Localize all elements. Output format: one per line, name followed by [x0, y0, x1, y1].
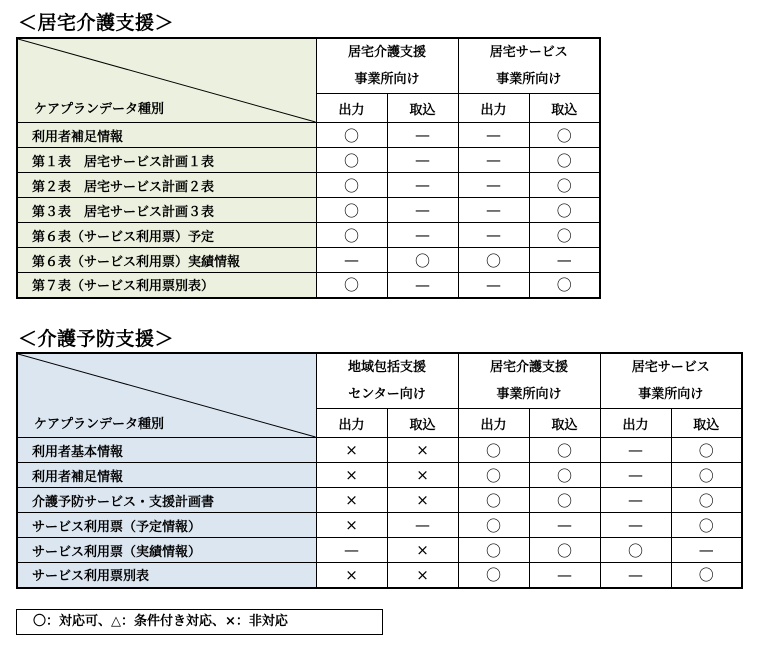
- support-mark: 〇: [458, 563, 529, 588]
- section-title-yobou: ＜介護予防支援＞: [18, 328, 175, 350]
- support-mark: —: [600, 438, 671, 463]
- row-label: 第３表 居宅サービス計画３表: [17, 198, 316, 223]
- support-mark: 〇: [316, 173, 387, 198]
- support-mark: —: [387, 513, 458, 538]
- support-mark: 〇: [529, 148, 600, 173]
- support-mark: 〇: [458, 248, 529, 273]
- support-mark: 〇: [529, 198, 600, 223]
- table-row: [17, 438, 742, 463]
- corner-label: ケアプランデータ種別: [34, 417, 165, 432]
- support-mark: —: [529, 248, 600, 273]
- group-header-line1: 居宅サービス: [631, 360, 710, 375]
- group-header-line1: 居宅介護支援: [347, 45, 426, 60]
- support-mark: 〇: [458, 538, 529, 563]
- support-mark: 〇: [529, 273, 600, 298]
- group-header-line1: 居宅サービス: [489, 45, 568, 60]
- corner-label: ケアプランデータ種別: [34, 102, 165, 117]
- table-row: [17, 488, 742, 513]
- table-row: [17, 123, 600, 148]
- table-row: [17, 563, 742, 588]
- row-label: 第１表 居宅サービス計画１表: [17, 148, 316, 173]
- support-mark: ×: [316, 513, 387, 538]
- support-mark: —: [458, 198, 529, 223]
- row-label: サービス利用票（予定情報）: [17, 513, 316, 538]
- row-label: 第２表 居宅サービス計画２表: [17, 173, 316, 198]
- table-row: [17, 273, 600, 298]
- group-header-line2: 事業所向け: [354, 72, 420, 87]
- sub-header: 出力: [316, 409, 387, 438]
- support-mark: 〇: [316, 223, 387, 248]
- group-header-line2: 事業所向け: [638, 387, 704, 402]
- prevention-support-table: [16, 352, 743, 589]
- sub-header: 取込: [671, 409, 742, 438]
- support-mark: 〇: [458, 488, 529, 513]
- group-header: [458, 38, 600, 94]
- corner-header: [17, 38, 316, 123]
- table-row: [17, 148, 600, 173]
- table-row: [17, 223, 600, 248]
- support-mark: 〇: [458, 438, 529, 463]
- table-row: [17, 463, 742, 488]
- support-mark: 〇: [458, 463, 529, 488]
- support-mark: 〇: [529, 173, 600, 198]
- row-label: 第６表（サービス利用票）予定: [17, 223, 316, 248]
- table-row: [17, 538, 742, 563]
- group-header-line1: 居宅介護支援: [489, 360, 568, 375]
- support-mark: —: [600, 463, 671, 488]
- sub-header: 出力: [316, 94, 387, 123]
- support-mark: —: [387, 198, 458, 223]
- support-mark: 〇: [671, 438, 742, 463]
- header-row: [17, 353, 742, 409]
- support-mark: 〇: [529, 123, 600, 148]
- sub-header: 取込: [529, 94, 600, 123]
- sub-header: 出力: [458, 409, 529, 438]
- support-mark: 〇: [316, 148, 387, 173]
- row-label: 利用者基本情報: [17, 438, 316, 463]
- row-label: 利用者補足情報: [17, 123, 316, 148]
- support-mark: —: [458, 223, 529, 248]
- support-mark: 〇: [316, 273, 387, 298]
- support-mark: —: [458, 123, 529, 148]
- group-header: [600, 353, 742, 409]
- row-label: 利用者補足情報: [17, 463, 316, 488]
- support-mark: —: [600, 513, 671, 538]
- support-mark: —: [458, 173, 529, 198]
- sub-header: 出力: [458, 94, 529, 123]
- sub-header: 取込: [387, 94, 458, 123]
- support-mark: —: [387, 123, 458, 148]
- support-mark: 〇: [671, 563, 742, 588]
- support-mark: ×: [387, 488, 458, 513]
- support-mark: —: [600, 563, 671, 588]
- group-header: [458, 353, 600, 409]
- table-row: [17, 198, 600, 223]
- support-mark: —: [387, 273, 458, 298]
- support-mark: 〇: [316, 198, 387, 223]
- table-row: [17, 173, 600, 198]
- group-header-line2: センター向け: [348, 387, 426, 402]
- support-mark: —: [316, 538, 387, 563]
- group-header: [316, 353, 458, 409]
- support-mark: —: [316, 248, 387, 273]
- support-mark: 〇: [529, 463, 600, 488]
- support-mark: 〇: [600, 538, 671, 563]
- section-title-kyotaku: ＜居宅介護支援＞: [18, 12, 175, 34]
- table-row: [17, 513, 742, 538]
- sub-header: 取込: [387, 409, 458, 438]
- support-mark: 〇: [316, 123, 387, 148]
- row-label: 介護予防サービス・支援計画書: [17, 488, 316, 513]
- support-mark: —: [529, 513, 600, 538]
- support-mark: 〇: [458, 513, 529, 538]
- support-mark: ×: [387, 438, 458, 463]
- support-mark: ×: [316, 488, 387, 513]
- group-header-line1: 地域包括支援: [347, 360, 426, 375]
- support-mark: 〇: [529, 538, 600, 563]
- sub-header: 取込: [529, 409, 600, 438]
- group-header: [316, 38, 458, 94]
- support-mark: ×: [387, 463, 458, 488]
- row-label: サービス利用票（実績情報）: [17, 538, 316, 563]
- support-mark: 〇: [529, 223, 600, 248]
- support-mark: ×: [316, 438, 387, 463]
- group-header-line2: 事業所向け: [496, 72, 562, 87]
- support-mark: 〇: [529, 438, 600, 463]
- row-label: 第６表（サービス利用票）実績情報: [17, 248, 316, 273]
- support-mark: —: [387, 223, 458, 248]
- support-mark: ×: [387, 563, 458, 588]
- support-mark: 〇: [671, 513, 742, 538]
- support-mark: ×: [316, 463, 387, 488]
- care-support-table: [16, 37, 601, 299]
- row-label: 第７表（サービス利用票別表）: [17, 273, 316, 298]
- legend: 〇：対応可、△：条件付き対応、×：非対応: [16, 609, 383, 635]
- support-mark: —: [671, 538, 742, 563]
- support-mark: ×: [316, 563, 387, 588]
- support-mark: ×: [387, 538, 458, 563]
- support-mark: —: [600, 488, 671, 513]
- support-mark: 〇: [671, 488, 742, 513]
- support-mark: —: [458, 273, 529, 298]
- support-mark: 〇: [671, 463, 742, 488]
- support-mark: —: [458, 148, 529, 173]
- table-row: [17, 248, 600, 273]
- support-mark: —: [387, 148, 458, 173]
- row-label: サービス利用票別表: [17, 563, 316, 588]
- support-mark: 〇: [387, 248, 458, 273]
- sub-header: 出力: [600, 409, 671, 438]
- group-header-line2: 事業所向け: [496, 387, 562, 402]
- corner-header: [17, 353, 316, 438]
- support-mark: 〇: [529, 488, 600, 513]
- support-mark: —: [529, 563, 600, 588]
- header-row: [17, 38, 600, 94]
- support-mark: —: [387, 173, 458, 198]
